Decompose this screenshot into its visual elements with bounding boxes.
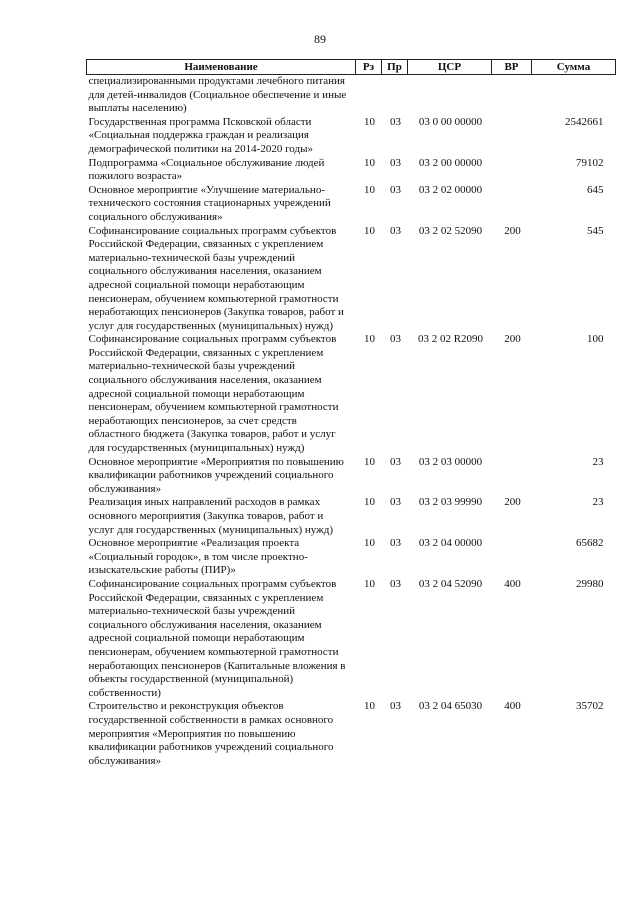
table-row <box>87 700 616 768</box>
row-pr: 03 <box>390 156 401 169</box>
row-name: Софинансирование социальных программ субъектов Российской Федерации, связанных с укреплением материально-технической базы учреждений социального обслуживания населения, оказанием адресной социальной помощи неработающим пенсионерам, обучением компьютерной грамотности неработающих пенсионеров (Капитальные вложения в объекты государственной (муниципальной) собственности) <box>88 577 346 699</box>
row-csr: 03 2 02 00000 <box>418 183 483 196</box>
table-row <box>87 184 616 225</box>
row-vr: 200 <box>504 333 521 346</box>
header-vr: ВР <box>492 60 532 75</box>
row-vr <box>492 157 532 184</box>
row-pr: 03 <box>390 700 401 713</box>
table-header-row <box>87 60 616 75</box>
row-rz: 10 <box>364 700 375 713</box>
row-name: Основное мероприятие «Реализация проекта «Социальный городок», в том числе проектно-изыскательские работы (ПИР)» <box>88 537 308 577</box>
page-number: 89 <box>314 32 326 46</box>
row-name: Основное мероприятие «Мероприятия по повышению квалификации работников учреждений социального обслуживания» <box>88 455 344 495</box>
row-csr: 03 2 04 00000 <box>418 537 483 550</box>
row-vr <box>492 456 532 497</box>
row-name: Строительство и реконструкция объектов государственной собственности в рамках основного мероприятия «Мероприятия по повышению квалификации работников учреждений социального обслуживания» <box>88 700 334 767</box>
row-sum: 79102 <box>576 156 604 169</box>
row-rz: 10 <box>364 496 375 509</box>
row-name: Реализация иных направлений расходов в рамках основного мероприятия (Закупка товаров, работ и услуг для государственных (муниципальных) нужд) <box>88 496 334 536</box>
table-row <box>87 75 616 116</box>
row-sum: 23 <box>592 496 604 509</box>
header-sum: Сумма <box>532 60 616 75</box>
row-name: Подпрограмма «Социальное обслуживание людей пожилого возраста» <box>88 156 325 183</box>
header-pr: Пр <box>382 60 408 75</box>
header-csr: ЦСР <box>408 60 492 75</box>
row-rz: 10 <box>364 115 375 128</box>
row-sum: 23 <box>592 455 604 468</box>
header-rz: Рз <box>356 60 382 75</box>
row-sum <box>532 75 616 116</box>
table-row <box>87 116 616 157</box>
row-sum: 2542661 <box>565 115 604 128</box>
row-name: Софинансирование социальных программ субъектов Российской Федерации, связанных с укреплением материально-технической базы учреждений социального обслуживания населения, оказанием адресной социальной помощи неработающим пенсионерам, обучением компьютерной грамотности неработающих пенсионеров (Закупка товаров, работ и услуг для государственных (муниципальных) нужд) <box>88 224 344 332</box>
row-name: специализированными продуктами лечебного питания для детей-инвалидов (Социальное обеспечение и иные выплаты населению) <box>88 75 347 115</box>
row-sum: 645 <box>587 183 604 196</box>
row-csr: 03 2 02 52090 <box>418 224 483 237</box>
row-rz: 10 <box>364 577 375 590</box>
row-csr <box>408 75 492 116</box>
row-csr: 03 2 02 R2090 <box>417 333 484 346</box>
row-rz: 10 <box>364 183 375 196</box>
row-csr: 03 0 00 00000 <box>418 115 483 128</box>
row-pr: 03 <box>390 496 401 509</box>
row-pr: 03 <box>390 577 401 590</box>
table-row <box>87 496 616 537</box>
row-rz: 10 <box>364 455 375 468</box>
table-row <box>87 456 616 497</box>
row-sum: 35702 <box>576 700 604 713</box>
row-pr: 03 <box>390 537 401 550</box>
row-rz: 10 <box>364 537 375 550</box>
row-rz: 10 <box>364 333 375 346</box>
row-sum: 545 <box>587 224 604 237</box>
table-row <box>87 578 616 700</box>
row-pr: 03 <box>390 224 401 237</box>
row-pr: 03 <box>390 455 401 468</box>
row-pr: 03 <box>390 183 401 196</box>
row-pr: 03 <box>390 115 401 128</box>
row-sum: 29980 <box>576 577 604 590</box>
row-rz: 10 <box>364 224 375 237</box>
row-csr: 03 2 00 00000 <box>418 156 483 169</box>
row-csr: 03 2 03 99990 <box>418 496 483 509</box>
row-csr: 03 2 03 00000 <box>418 455 483 468</box>
row-name: Софинансирование социальных программ субъектов Российской Федерации, связанных с укреплением материально-технической базы учреждений социального обслуживания населения, оказанием адресной социальной помощи неработающим пенсионерам, обучением компьютерной грамотности неработающих пенсионеров, за счет средств областного бюджета (Закупка товаров, работ и услуг для государственных (муниципальных) нужд) <box>88 333 339 455</box>
row-vr <box>492 116 532 157</box>
row-name: Государственная программа Псковской области «Социальная поддержка граждан и реализация демографической политики на 2014-2020 годы» <box>88 115 313 155</box>
row-vr: 200 <box>504 224 521 237</box>
row-rz: 10 <box>364 156 375 169</box>
table-row <box>87 333 616 455</box>
row-sum: 65682 <box>576 537 604 550</box>
row-pr <box>382 75 408 116</box>
row-vr: 400 <box>504 700 521 713</box>
row-vr <box>492 537 532 578</box>
row-vr: 400 <box>504 577 521 590</box>
row-csr: 03 2 04 65030 <box>418 700 483 713</box>
row-name: Основное мероприятие «Улучшение материально-технического состояния стационарных учреждений социального обслуживания» <box>88 183 331 223</box>
table-row <box>87 157 616 184</box>
row-vr <box>492 184 532 225</box>
budget-table <box>86 59 616 768</box>
table-row <box>87 225 616 334</box>
row-csr: 03 2 04 52090 <box>418 577 483 590</box>
row-rz <box>356 75 382 116</box>
row-vr <box>492 75 532 116</box>
row-pr: 03 <box>390 333 401 346</box>
row-vr: 200 <box>504 496 521 509</box>
header-name: Наименование <box>87 60 356 75</box>
row-sum: 100 <box>587 333 604 346</box>
table-row <box>87 537 616 578</box>
